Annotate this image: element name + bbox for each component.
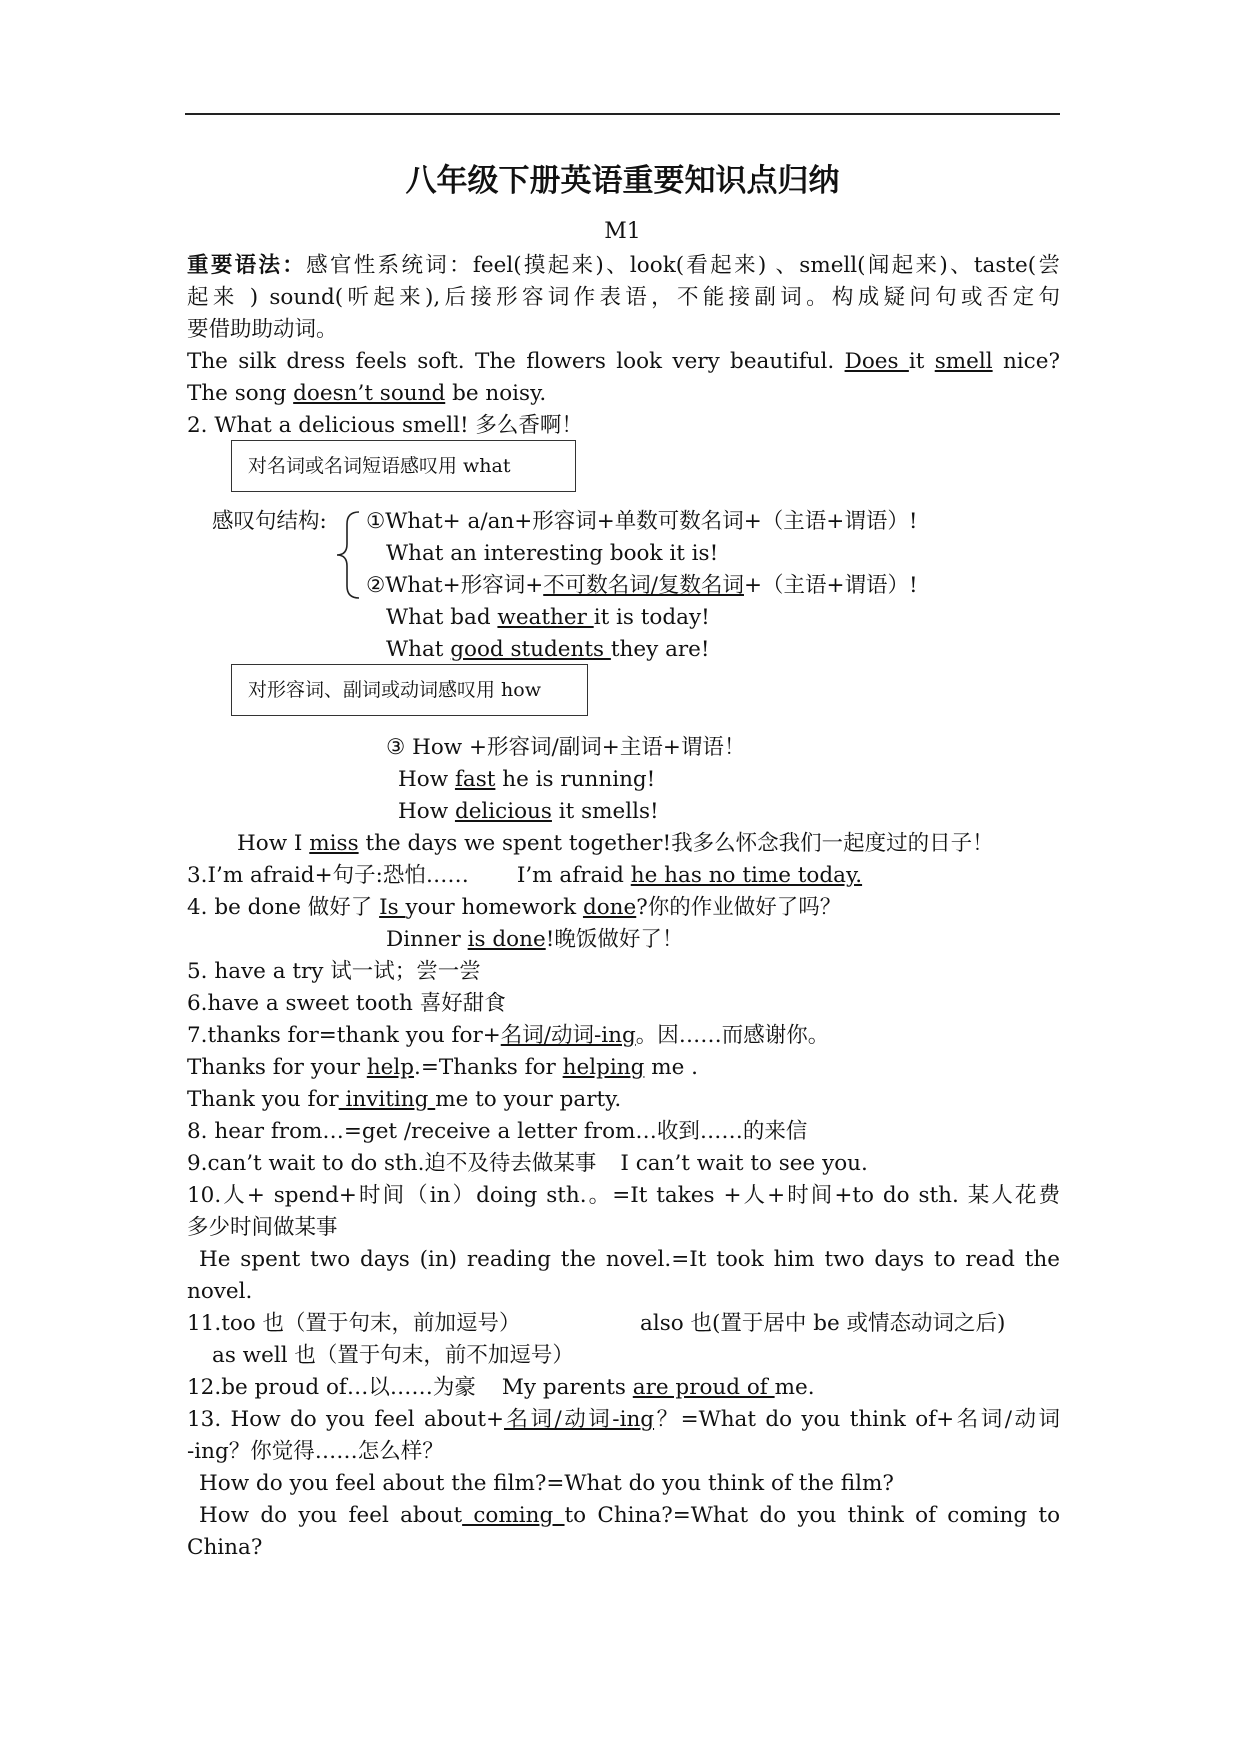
item-10-line-1: 10.人+ spend+时间（in）doing sth.。=It takes +人+时间+to do sth. 某人花费 (187, 1183, 1060, 1208)
item-9 (187, 1148, 868, 1180)
r5a: What (386, 637, 451, 662)
item-13-line-4 (199, 1500, 1060, 1532)
r4a: What bad (386, 605, 498, 630)
r3b: 不可数名词/复数名词 (543, 573, 744, 598)
item-11-also: also 也(置于居中 be 或情态动词之后) (640, 1311, 1006, 1336)
ex-a: The silk dress feels soft. (187, 349, 465, 374)
i7ca: Thank you for (187, 1087, 339, 1112)
i3c: he has no time today. (630, 863, 863, 888)
how-example-3 (237, 828, 994, 860)
ex2-a: The song (187, 381, 294, 406)
item-6: 6.have a sweet tooth 喜好甜食 (187, 991, 506, 1016)
i12a: 12.be proud of…以……为豪 (187, 1375, 476, 1400)
ex2-b: doesn’t sound (293, 381, 446, 406)
i4bb: is done (467, 927, 546, 952)
h4b: miss (309, 831, 359, 856)
item-10-line-4: novel. (187, 1279, 253, 1304)
item-4-example (386, 924, 683, 956)
excl-example-3 (386, 634, 710, 666)
i7bd: helping (562, 1055, 645, 1080)
header-rule (185, 113, 1060, 115)
h3c: it smells! (551, 799, 659, 824)
item-5: 5. have a try 试一试；尝一尝 (187, 959, 481, 984)
exclamation-label: 感叹句结构: (212, 509, 327, 534)
h3a: How (398, 799, 455, 824)
i3a: 3.I’m afraid+句子:恐怕…… (187, 863, 469, 888)
h2a: How (398, 767, 455, 792)
grammar-line-2: 起来 ) sound(听起来),后接形容词作表语，不能接副词。构成疑问句或否定句 (187, 285, 1060, 310)
i7cc: me to your party. (435, 1087, 622, 1112)
i13a: 13. How do you feel about+ (187, 1407, 504, 1432)
r4c: it is today! (593, 605, 710, 630)
grammar-line-3: 要借助助动词。 (187, 317, 338, 342)
i12d: me. (774, 1375, 815, 1400)
i3b: I’m afraid (516, 863, 631, 888)
i7bb: help (366, 1055, 415, 1080)
ex2-c: be noisy. (445, 381, 547, 406)
h4a: How I (237, 831, 310, 856)
excl-example-1: What an interesting book it is! (386, 541, 719, 566)
item-4 (187, 892, 841, 924)
r5b: good students (450, 637, 611, 662)
item-7-example-2 (187, 1084, 621, 1116)
item-13-line-5: China? (187, 1535, 263, 1560)
page-title: 八年级下册英语重要知识点归纳 (405, 163, 840, 199)
i4bc: !晚饭做好了！ (545, 927, 684, 952)
h3b: delicious (454, 799, 552, 824)
example-line-2 (187, 378, 546, 410)
item-13-line-3: How do you feel about the film?=What do you think of the film? (199, 1471, 894, 1496)
i4b: Is (379, 895, 406, 920)
i7b: 名词/动词-ing (500, 1023, 636, 1048)
curly-brace-icon (333, 510, 363, 600)
excl-rule-1: ①What+ a/an+形容词+单数可数名词+（主语+谓语）! (366, 509, 918, 534)
how-rule: ③ How +形容词/副词+主语+谓语！ (386, 735, 746, 760)
r3a: ②What+形容词+ (366, 573, 544, 598)
item-7-example-1 (187, 1052, 698, 1084)
item-10-line-2: 多少时间做某事 (187, 1215, 338, 1240)
item-11-as-well: as well 也（置于句末，前不加逗号） (212, 1343, 574, 1368)
item-13-line-1 (187, 1404, 1060, 1436)
i13b: 名词/动词-ing (503, 1407, 655, 1432)
i7bc: .=Thanks for (414, 1055, 563, 1080)
ex-b: The flowers look very beautiful. (474, 349, 835, 374)
r3c: +（主语+谓语）! (743, 573, 918, 598)
i13l4a: How do you feel about (199, 1503, 463, 1528)
i7ba: Thanks for your (187, 1055, 367, 1080)
i9b: I can’t wait to see you. (620, 1151, 868, 1176)
i13c: ？=What do you think of+名词/动词 (654, 1407, 1060, 1432)
i12c: are proud of (632, 1375, 775, 1400)
item-8: 8. hear from…=get /receive a letter from…收到……的来信 (187, 1119, 808, 1144)
i7be: me . (644, 1055, 698, 1080)
h2c: he is running! (495, 767, 656, 792)
item-12 (187, 1372, 815, 1404)
r5c: they are! (610, 637, 710, 662)
i4e: ?你的作业做好了吗？ (636, 895, 842, 920)
item-3 (187, 860, 862, 892)
i4c: your homework (405, 895, 583, 920)
i4d: done (582, 895, 637, 920)
how-note-box: 对形容词、副词或动词感叹用 how (231, 664, 588, 716)
item-2: 2. What a delicious smell! 多么香啊！ (187, 413, 583, 438)
i4ba: Dinner (386, 927, 468, 952)
item-13-line-2: -ing？你觉得……怎么样？ (187, 1439, 444, 1464)
i7c: 。因……而感谢你。 (635, 1023, 830, 1048)
grammar-text: 感官性系统词：feel(摸起来)、look(看起来) 、smell(闻起来)、taste(尝 (306, 253, 1060, 278)
i7cb: inviting (338, 1087, 436, 1112)
i13l4b: coming (462, 1503, 565, 1528)
how-example-2 (398, 796, 659, 828)
i4a: 4. be done 做好了 (187, 895, 380, 920)
item-7 (187, 1020, 829, 1052)
module-heading: M1 (604, 219, 641, 244)
r4b: weather (497, 605, 594, 630)
ex-c3: smell (934, 349, 993, 374)
i13l4c: to China?=What do you think of coming to (564, 1503, 1061, 1528)
grammar-label: 重要语法： (187, 253, 307, 278)
i12b: My parents (501, 1375, 633, 1400)
i9a: 9.can’t wait to do sth.迫不及待去做某事 (187, 1151, 597, 1176)
h4c: the days we spent together!我多么怀念我们一起度过的日子！ (358, 831, 994, 856)
item-11-too: 11.too 也（置于句末，前加逗号） (187, 1311, 521, 1336)
grammar-line-1 (187, 250, 1060, 282)
excl-example-2 (386, 602, 710, 634)
item-10-line-3: He spent two days (in) reading the novel.=It took him two days to read the (199, 1247, 1060, 1272)
excl-rule-2 (366, 570, 918, 602)
what-note-box: 对名词或名词短语感叹用 what (231, 440, 576, 492)
ex-c4: nice? (992, 349, 1060, 374)
how-example-1 (398, 764, 655, 796)
example-line-1 (187, 346, 1060, 378)
ex-c2: it (908, 349, 935, 374)
i7a: 7.thanks for=thank you for+ (187, 1023, 501, 1048)
h2b: fast (454, 767, 496, 792)
ex-c1: Does (844, 349, 909, 374)
